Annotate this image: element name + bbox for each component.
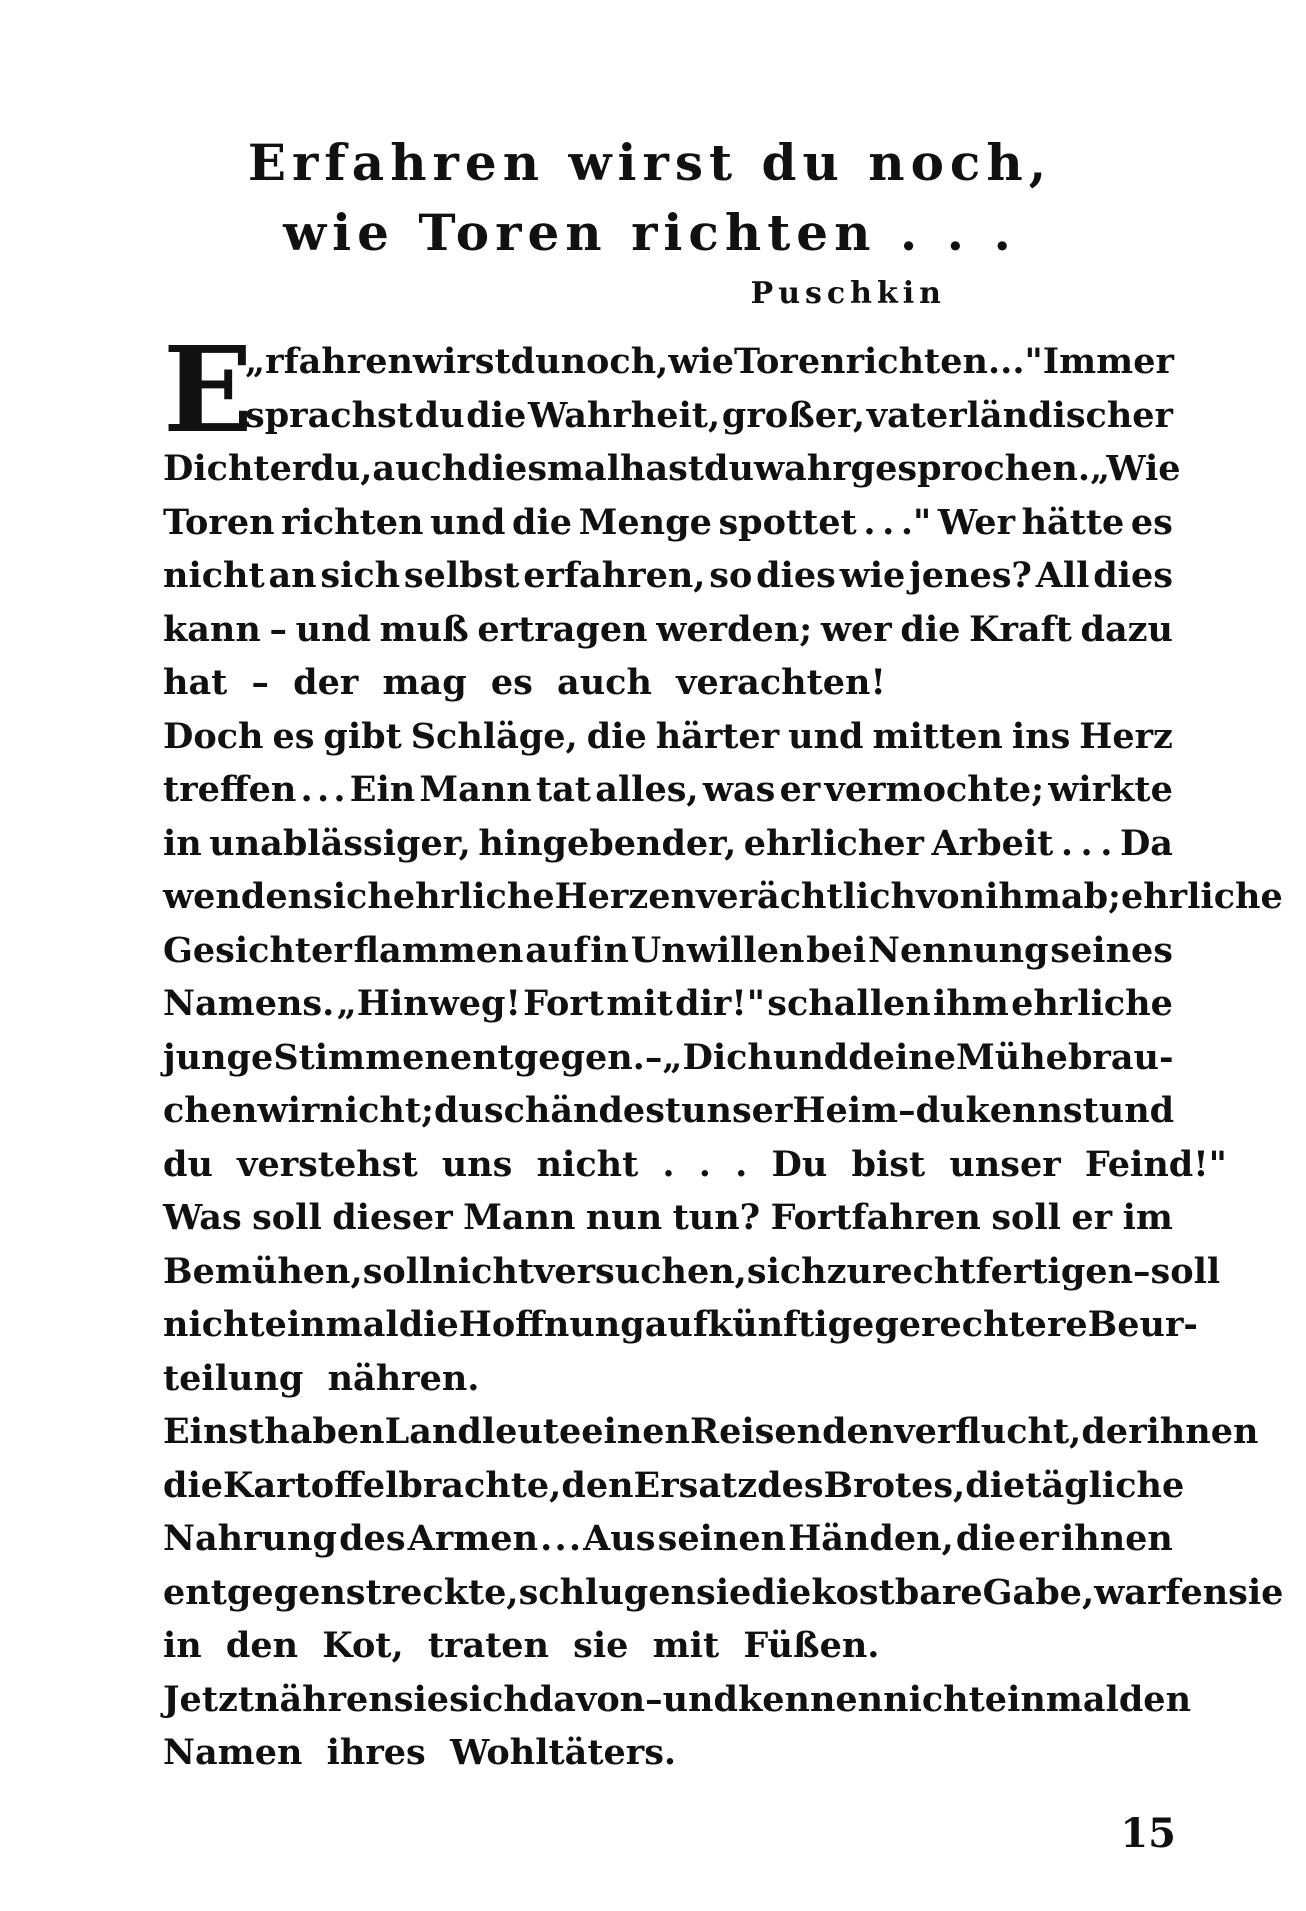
word: sie — [393, 1678, 450, 1720]
word: hätte — [1021, 501, 1125, 543]
word: Namens. — [163, 983, 335, 1024]
word: rechtfertigen — [871, 1250, 1134, 1292]
word: . — [568, 1518, 582, 1559]
word: „Hinweg! — [336, 983, 521, 1024]
word: dies — [756, 555, 836, 596]
word: was — [702, 769, 776, 810]
word: nähren — [254, 1678, 394, 1720]
word: wie — [668, 341, 735, 382]
word: Nennung — [868, 929, 1049, 971]
word: die — [965, 1464, 1026, 1506]
word: selbst — [403, 555, 520, 596]
word: du — [510, 341, 561, 382]
word: verflucht, — [894, 1411, 1082, 1452]
word: und — [1098, 1090, 1175, 1131]
word: Mann — [419, 769, 532, 810]
word: Herz — [1079, 715, 1173, 757]
word: erfahren, — [523, 555, 706, 596]
word: den — [561, 1464, 634, 1506]
word: ihnen — [1146, 1411, 1259, 1452]
word: Brotes, — [823, 1464, 966, 1506]
word: einmal — [984, 1678, 1119, 1720]
word: brachte, — [398, 1464, 562, 1506]
word: auch — [372, 448, 468, 489]
word: und — [430, 501, 506, 543]
word: die — [398, 1304, 459, 1345]
word: großer, — [721, 394, 866, 436]
word: Bemühen, — [163, 1250, 363, 1292]
word: Schläge, — [410, 715, 578, 757]
word: junge — [163, 1036, 274, 1078]
word: Heim — [792, 1090, 899, 1131]
text-line — [163, 1512, 1173, 1566]
word: des — [339, 1518, 406, 1559]
word: entgegen. — [449, 1036, 645, 1078]
word: tat — [535, 769, 591, 810]
word: seines — [1050, 929, 1173, 971]
word: entgegenstreckte, — [163, 1571, 519, 1613]
word: kennen — [737, 1678, 884, 1720]
word: – — [1133, 1250, 1151, 1292]
word: Landleute — [384, 1411, 582, 1452]
word: wir — [257, 1090, 320, 1131]
word: hingebender, — [478, 822, 737, 864]
word: es — [272, 715, 315, 757]
word: Menge — [578, 501, 712, 543]
text-line: hat – der mag es auch verachten! — [163, 662, 886, 703]
word: spottet — [718, 501, 857, 543]
word: All — [1035, 555, 1090, 596]
word: richten — [281, 501, 424, 543]
word: die — [466, 394, 527, 436]
word: an — [268, 555, 317, 596]
word: dir!" — [675, 983, 765, 1024]
word: härter — [655, 715, 780, 757]
word: gibt — [323, 715, 402, 757]
word: nicht — [432, 1250, 535, 1292]
word: versuchen, — [534, 1250, 747, 1292]
word: Kartoffel — [223, 1464, 399, 1506]
word: dieser — [332, 1197, 453, 1238]
word: . — [300, 769, 313, 810]
word: – — [898, 1090, 916, 1131]
text-line — [163, 1566, 1284, 1620]
word: Unwillen — [630, 929, 805, 971]
text-line — [163, 496, 1173, 550]
word: ihm — [985, 876, 1061, 917]
word: diesmal — [467, 448, 621, 489]
word: nicht — [883, 1678, 985, 1720]
word: werden; — [656, 608, 813, 650]
word: kann — [163, 608, 261, 650]
word: deine — [848, 1036, 957, 1078]
word: muß — [379, 608, 469, 650]
word: treffen — [163, 769, 297, 810]
word: Gesichter — [163, 929, 352, 971]
word: sich — [746, 1250, 827, 1292]
word: schlugen — [518, 1571, 696, 1613]
text-line: Namen ihres Wohltäters. — [163, 1732, 677, 1773]
word: kostbare — [811, 1571, 983, 1613]
drop-cap: E — [163, 320, 253, 459]
word: die — [900, 608, 961, 650]
word: . — [863, 501, 876, 543]
word: einen — [581, 1411, 690, 1452]
word: tägliche — [1025, 1464, 1185, 1506]
word: vaterländischer — [866, 394, 1173, 436]
word: die — [751, 1571, 812, 1613]
word: er — [1071, 1197, 1113, 1238]
text-line — [163, 1084, 1173, 1138]
word: du — [433, 1090, 484, 1131]
word: wenden — [163, 876, 314, 917]
word: jenes? — [909, 555, 1032, 596]
word: . — [316, 769, 330, 810]
text-line — [163, 1191, 1173, 1245]
title-line-2: wie Toren richten . . . — [283, 203, 1017, 262]
text-line — [163, 389, 1173, 443]
word: . — [987, 341, 1001, 382]
word: und — [772, 1036, 849, 1078]
word: nicht — [163, 555, 265, 596]
word: Händen, — [788, 1518, 954, 1559]
word: Armen — [407, 1518, 539, 1559]
word: . — [882, 501, 895, 543]
word: auf — [644, 1304, 708, 1345]
text-line — [163, 1031, 1173, 1085]
word: nicht; — [319, 1090, 434, 1131]
word: unablässiger, — [209, 822, 471, 864]
word: so — [709, 555, 753, 596]
word: einmal — [264, 1304, 399, 1345]
word: Mühe — [956, 1036, 1068, 1078]
word: wirkte — [1048, 769, 1173, 810]
word: ehrliche — [1120, 876, 1283, 917]
word: brau- — [1067, 1036, 1174, 1078]
word: zu — [826, 1250, 872, 1292]
word: er — [1018, 1518, 1059, 1559]
word: gerechtere — [874, 1304, 1088, 1345]
word: unser — [681, 1090, 793, 1131]
word: . — [554, 1518, 567, 1559]
word: hast — [620, 448, 705, 489]
word: die — [163, 1464, 224, 1506]
word: Da — [1119, 822, 1173, 864]
word: mitten — [872, 715, 1003, 757]
text-line — [163, 1459, 1185, 1513]
text-line: du verstehst uns nicht . . . Du bist unser Feind!" — [163, 1143, 1227, 1185]
word: Toren — [734, 341, 846, 382]
word: ." — [1012, 341, 1043, 382]
word: vermochte; — [824, 769, 1045, 810]
word: du — [414, 394, 465, 436]
word: noch, — [560, 341, 669, 382]
word: soll — [252, 1197, 322, 1238]
text-line — [163, 817, 1173, 871]
word: gesprochen. — [850, 448, 1091, 489]
word: im — [1122, 1197, 1173, 1238]
word: mit — [606, 983, 673, 1024]
word: kennst — [965, 1090, 1099, 1131]
word: ertragen — [477, 608, 648, 650]
text-line — [163, 870, 1283, 924]
word: den — [1118, 1678, 1192, 1720]
word: richten — [845, 341, 988, 382]
word: in — [590, 929, 629, 971]
word: sprachst — [245, 394, 413, 436]
word: Fortfahren — [770, 1197, 981, 1238]
word: bei — [806, 929, 867, 971]
word: Toren — [163, 501, 275, 543]
word: es — [1130, 501, 1173, 543]
word: er — [779, 769, 821, 810]
text-line — [163, 710, 1173, 764]
word: du — [704, 448, 754, 489]
word: ab; — [1060, 876, 1121, 917]
word: und — [788, 715, 864, 757]
word: Was — [163, 1197, 242, 1238]
word: Doch — [163, 715, 264, 757]
word: Reisenden — [690, 1411, 895, 1452]
word: chen — [163, 1090, 258, 1131]
word: – — [645, 1678, 663, 1720]
word: ihm — [933, 983, 1009, 1024]
word: Stimmen — [273, 1036, 450, 1078]
word: dazu — [1080, 608, 1173, 650]
word: in — [163, 822, 202, 864]
word: seinen — [657, 1518, 787, 1559]
text-line — [163, 977, 1173, 1031]
word: – — [269, 608, 287, 650]
word: schändest — [483, 1090, 682, 1131]
word: warfen — [1094, 1571, 1229, 1613]
word: . — [333, 769, 346, 810]
word: flammen — [353, 929, 524, 971]
epigraph-author: Puschkin — [750, 276, 946, 311]
word: Wahrheit, — [527, 394, 721, 436]
text-line — [163, 603, 1173, 657]
word: ins — [1011, 715, 1071, 757]
word: Herzen — [554, 876, 696, 917]
word: davon — [528, 1678, 646, 1720]
word: Nahrung — [163, 1518, 337, 1559]
word: verächtlich — [695, 876, 916, 917]
word: Einst — [163, 1411, 265, 1452]
word: die — [586, 715, 647, 757]
word: sich — [320, 555, 401, 596]
word: Kraft — [969, 608, 1072, 650]
word: von — [915, 876, 986, 917]
word: Arbeit — [931, 822, 1054, 864]
word: wirst — [412, 341, 511, 382]
word: der — [1081, 1411, 1147, 1452]
word: die — [955, 1518, 1016, 1559]
text-line: teilung nähren. — [163, 1357, 480, 1399]
word: Immer — [1042, 341, 1174, 382]
word: und — [662, 1678, 738, 1720]
word: die — [512, 501, 573, 543]
word: haben — [264, 1411, 385, 1452]
word: du — [915, 1090, 966, 1131]
text-line — [163, 763, 1173, 817]
word: alles, — [595, 769, 699, 810]
text-line — [163, 1673, 1192, 1727]
text-line: in den Kot, traten sie mit Füßen. — [163, 1625, 880, 1666]
text-line — [163, 442, 1181, 496]
word: künftige — [707, 1304, 875, 1345]
word: . — [1100, 822, 1113, 864]
text-line — [163, 1405, 1259, 1459]
word: Jetzt — [163, 1678, 255, 1720]
word: auf — [525, 929, 589, 971]
word: Ersatz — [633, 1464, 758, 1506]
word: . — [1000, 341, 1013, 382]
word: „Dich — [662, 1036, 773, 1078]
body-text — [163, 320, 1284, 1780]
word: und — [295, 608, 372, 650]
word: ihnen — [1060, 1518, 1173, 1559]
word: ehrliche — [1011, 983, 1173, 1024]
word: . — [1080, 822, 1093, 864]
word: Dichter — [163, 448, 311, 489]
word: wahr — [753, 448, 851, 489]
title-line-1: Erfahren wirst du noch, — [247, 133, 1053, 192]
word: . — [540, 1518, 553, 1559]
word: soll — [991, 1197, 1061, 1238]
word: wer — [820, 608, 892, 650]
word: Aus — [583, 1518, 656, 1559]
word: . — [1060, 822, 1074, 864]
page-number: 15 — [1120, 1810, 1176, 1857]
word: sie — [695, 1571, 752, 1613]
text-line — [163, 335, 1173, 389]
word: ehrliche — [392, 876, 555, 917]
word: wie — [839, 555, 906, 596]
word: Hoffnung — [458, 1304, 645, 1345]
word: ." — [900, 501, 932, 543]
word: ehrlicher — [743, 822, 924, 864]
word: – — [644, 1036, 663, 1078]
word: des — [757, 1464, 824, 1506]
word: „rfahren — [245, 341, 413, 382]
word: dies — [1093, 555, 1173, 596]
word: Mann — [463, 1197, 576, 1238]
word: schallen — [767, 983, 931, 1024]
text-line — [163, 1298, 1198, 1352]
word: sie — [1228, 1571, 1284, 1613]
word: Gabe, — [982, 1571, 1095, 1613]
word: Wer — [937, 501, 1016, 543]
text-line — [163, 924, 1173, 978]
word: Fort — [523, 983, 605, 1024]
word: nicht — [163, 1304, 265, 1345]
word: sich — [449, 1678, 529, 1720]
word: nun — [585, 1197, 663, 1238]
word: Beur- — [1087, 1304, 1198, 1345]
word: tun? — [672, 1197, 761, 1238]
word: soll — [1150, 1250, 1221, 1292]
word: Ein — [349, 769, 416, 810]
text-line — [163, 1245, 1221, 1299]
word: soll — [362, 1250, 433, 1292]
word: du, — [310, 448, 373, 489]
word: sich — [313, 876, 393, 917]
word: „Wie — [1090, 448, 1181, 489]
text-line — [163, 549, 1173, 603]
